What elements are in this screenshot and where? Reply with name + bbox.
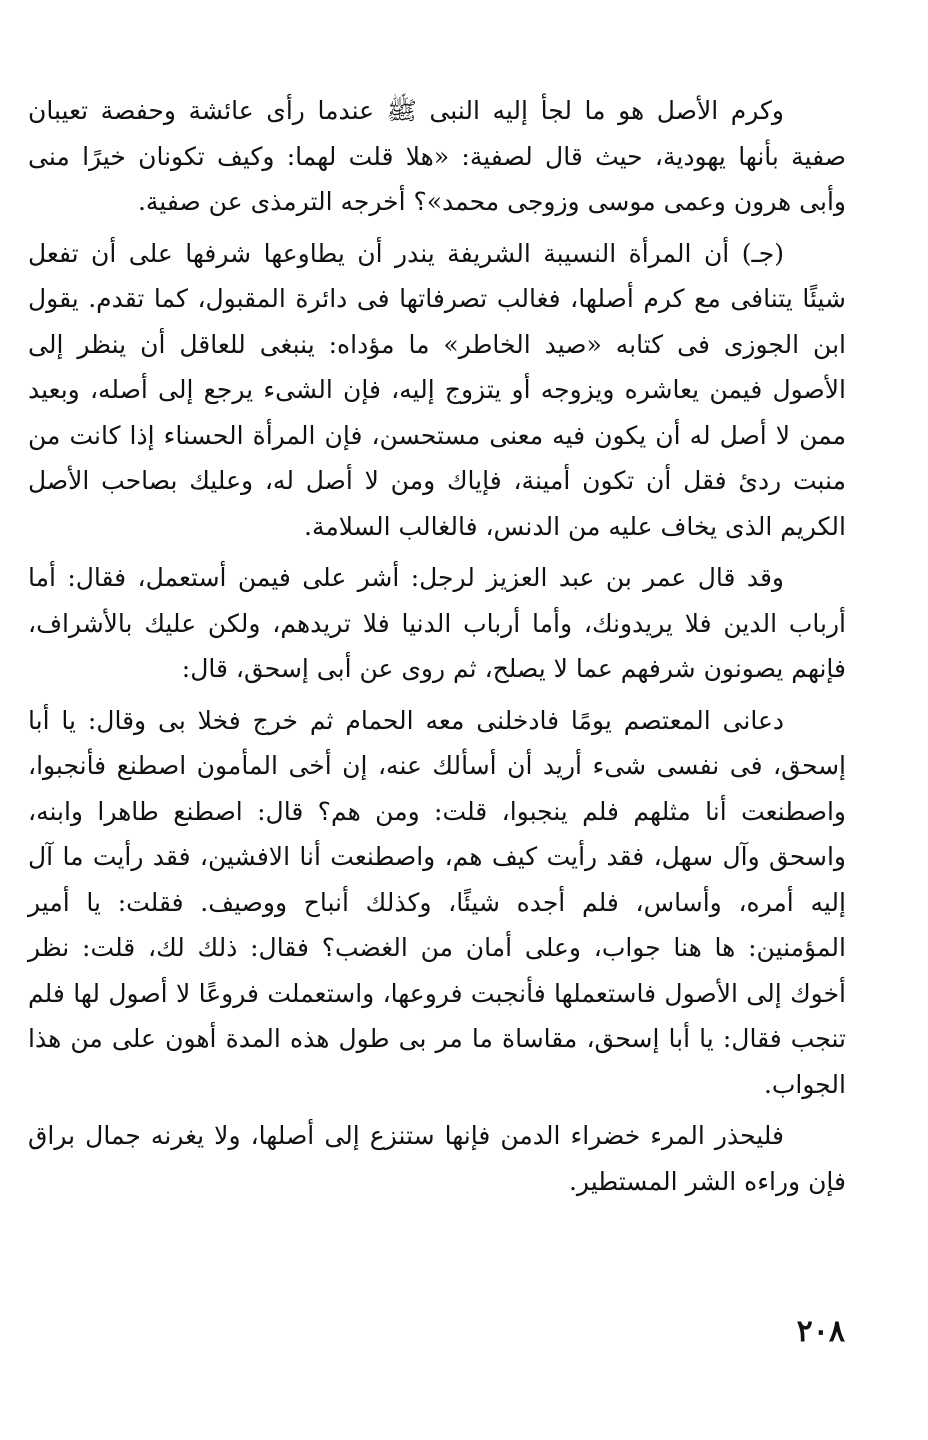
page-number: ٢٠٨ bbox=[796, 1314, 845, 1349]
paragraph-mutasim-story: دعانى المعتصم يومًا فادخلنى معه الحمام ثم خرج فخلا بى وقال: يا أبا إسحق، فى نفسى شىء أريد أن أسألك عنه، إن أخى المأمون اصطنع فأنجبوا، واصطنعت أنا مثلهم فلم ينجبوا، قلت: ومن هم؟ قال: اصطنع طاهرا وابنه، واسحق وآل سهل، فقد رأيت كيف هم، واصطنعت أنا الافشين، فقد رأيت ما آل إليه أمره، وأساس، فلم أجده شيئًا، وكذلك أنباح ووصيف. فقلت: يا أمير المؤمنين: ها هنا جواب، وعلى أمان من الغضب؟ فقال: ذلك لك، قلت: نظر أخوك إلى الأصول فاستعملها فأنجبت فروعها، واستعملت فروعًا لا أصول لها فلم تنجب فقال: يا أبا إسحق، مقاساة ما مر بى طول هذه المدة أهون على من هذا الجواب. bbox=[28, 705, 846, 1099]
paragraph-noble-woman: (جـ) أن المرأة النسيبة الشريفة يندر أن يطاوعها شرفها على أن تفعل شيئًا يتنافى مع كرم أصلها، فغالب تصرفاتها فى دائرة المقبول، كما تقدم. يقول ابن الجوزى فى كتابه «صيد الخاطر» ما مؤداه: ينبغى للعاقل أن ينظر إلى الأصول فيمن يعاشره ويزوجه أو يتزوج إليه، فإن الشىء يرجع إلى أصله، وبعيد ممن لا أصل له أن يكون فيه معنى مستحسن، فإن المرأة الحسناء إذا كانت من منبت ردئ فقل أن تكون أمينة، فإياك ومن لا أصل له، وعليك بصاحب الأصل الكريم الذى يخاف عليه من الدنس، فالغالب السلامة. bbox=[28, 238, 846, 541]
paragraph-conclusion: فليحذر المرء خضراء الدمن فإنها ستنزع إلى أصلها، ولا يغرنه جمال براق فإن وراءه الشر المستطير. bbox=[28, 1121, 846, 1196]
paragraph-umar-advice: وقد قال عمر بن عبد العزيز لرجل: أشر على فيمن أستعمل، فقال: أما أرباب الدين فلا يريدونك، وأما أرباب الدنيا فلا تريدهم، ولكن عليك بالأشراف، فإنهم يصونون شرفهم عما لا يصلح، ثم روى عن أبى إسحق، قال: bbox=[28, 563, 846, 683]
paragraph-aisha-hafsa: وكرم الأصل هو ما لجأ إليه النبى ﷺ عندما رأى عائشة وحفصة تعيبان صفية بأنها يهودية، حيث قال لصفية: «هلا قلت لهما: وكيف تكونان خيرًا منى وأبى هرون وعمى موسى وزوجى محمد»؟ أخرجه الترمذى عن صفية. bbox=[28, 96, 846, 216]
page-body bbox=[28, 88, 846, 1210]
